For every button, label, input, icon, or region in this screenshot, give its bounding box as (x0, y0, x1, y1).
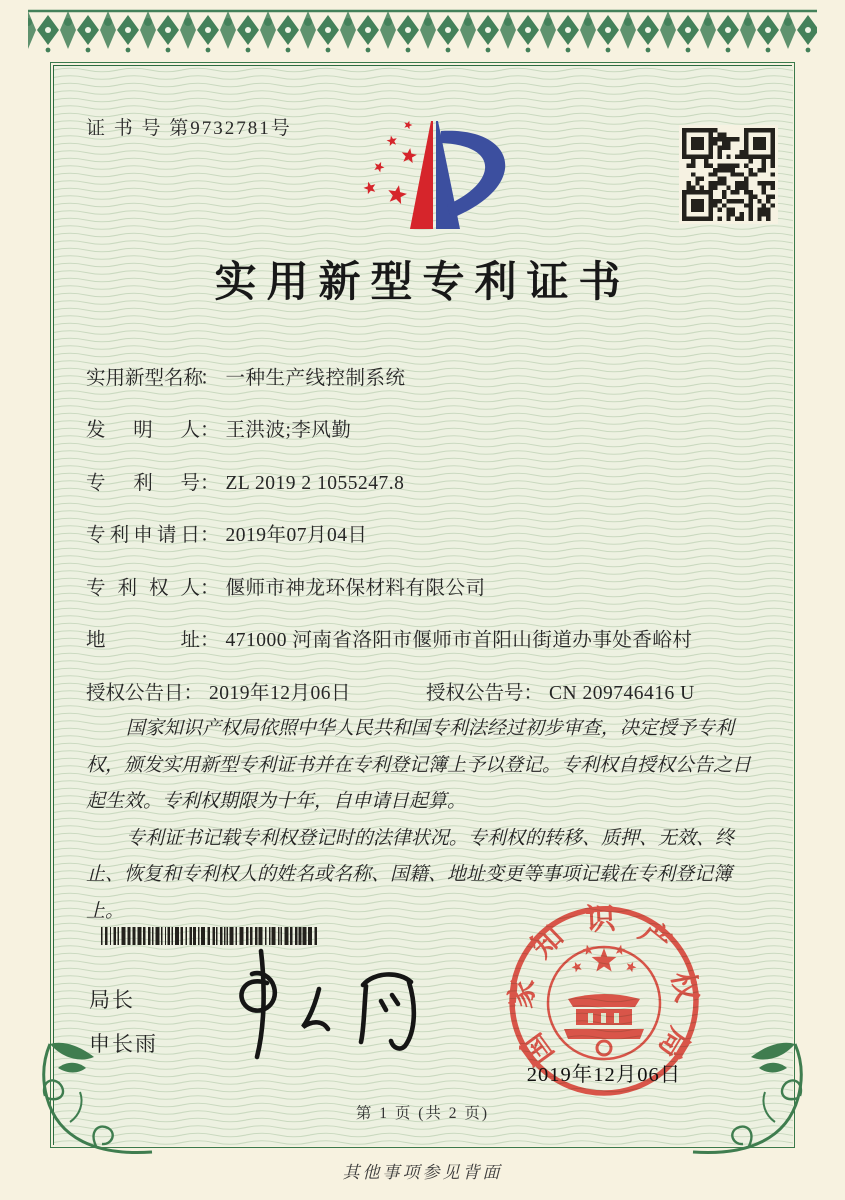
field-row-grant (86, 677, 776, 705)
field-colon: ： (200, 630, 220, 651)
field-value: 471000 河南省洛阳市偃师市首阳山街道办事处香峪村 (225, 630, 693, 651)
director-handwritten-signature (211, 943, 461, 1073)
qr-code (679, 125, 778, 224)
field-colon: ： (200, 525, 220, 546)
director-name-label: 申长雨 (89, 1033, 158, 1056)
field-label: 授权公告号 (426, 683, 524, 704)
seal-text: 国家知识产权局 (505, 902, 704, 1071)
seal-date: 2019年12月06日 (526, 1064, 682, 1086)
field-colon: ： (200, 420, 220, 441)
logo-p-bowl (440, 131, 505, 219)
field-row-name (86, 362, 776, 390)
field-row-patentee (86, 572, 776, 600)
field-label: 专利权人 (86, 578, 200, 599)
field-value: ZL 2019 2 1055247.8 (225, 473, 405, 494)
field-value: 2019年07月04日 (225, 525, 368, 546)
field-row-address (86, 624, 776, 652)
certificate-title: 实用新型专利证书 (214, 260, 631, 306)
field-row-filing-date (86, 519, 776, 547)
field-value: 王洪波;李风勤 (225, 420, 352, 441)
logo-stars (364, 121, 417, 204)
svg-text:国家知识产权局 (505, 902, 703, 1070)
lace-border-ornament (28, 8, 817, 54)
field-colon: ： (200, 578, 220, 599)
legal-text-block (86, 711, 768, 930)
field-colon: ： (200, 473, 220, 494)
certificate-frame (50, 62, 795, 1148)
logo-red-wedge (410, 121, 433, 229)
field-row-inventor (86, 414, 776, 442)
corner-flourish-bottom-left (36, 1038, 156, 1158)
page-number: 第 1 页 (共 2 页) (355, 1105, 490, 1122)
field-value: 偃师市神龙环保材料有限公司 (225, 578, 486, 599)
field-colon: ： (523, 683, 544, 704)
field-value: CN 209746416 U (549, 683, 695, 704)
field-label: 专利号 (86, 473, 200, 494)
legal-paragraph-2: 专利证书记载专利权登记时的法律状况。专利权的转移、质押、无效、终止、恢复和专利权人的姓名或名称、国籍、地址变更等事项记载在专利登记簿上。 (86, 827, 734, 922)
back-note: 其他事项参见背面 (342, 1163, 503, 1182)
field-colon: ： (200, 368, 220, 389)
cnipa-logo (351, 111, 526, 241)
field-row-patent-no (86, 467, 776, 495)
seal-emblem (548, 945, 660, 1059)
field-value: 一种生产线控制系统 (225, 368, 406, 389)
grant-date-pair (86, 677, 426, 705)
field-colon: ： (183, 683, 204, 704)
field-label: 地址 (86, 630, 200, 651)
field-label: 实用新型名称 (86, 368, 204, 389)
grant-no-pair (426, 677, 695, 705)
director-title-label: 局长 (89, 989, 135, 1012)
certificate-number: 证 书 号 第9732781号 (86, 118, 292, 139)
field-value: 2019年12月06日 (209, 683, 352, 704)
corner-flourish-bottom-right (689, 1038, 809, 1158)
field-label: 授权公告日 (86, 683, 184, 704)
field-label: 发明人 (86, 420, 200, 441)
legal-paragraph-1: 国家知识产权局依照中华人民共和国专利法经过初步审查，决定授予专利权，颁发实用新型专利证书并在专利登记簿上予以登记。专利权自授权公告之日起生效。专利权期限为十年，自申请日起算。 (86, 718, 752, 812)
field-label: 专利申请日 (86, 525, 200, 546)
